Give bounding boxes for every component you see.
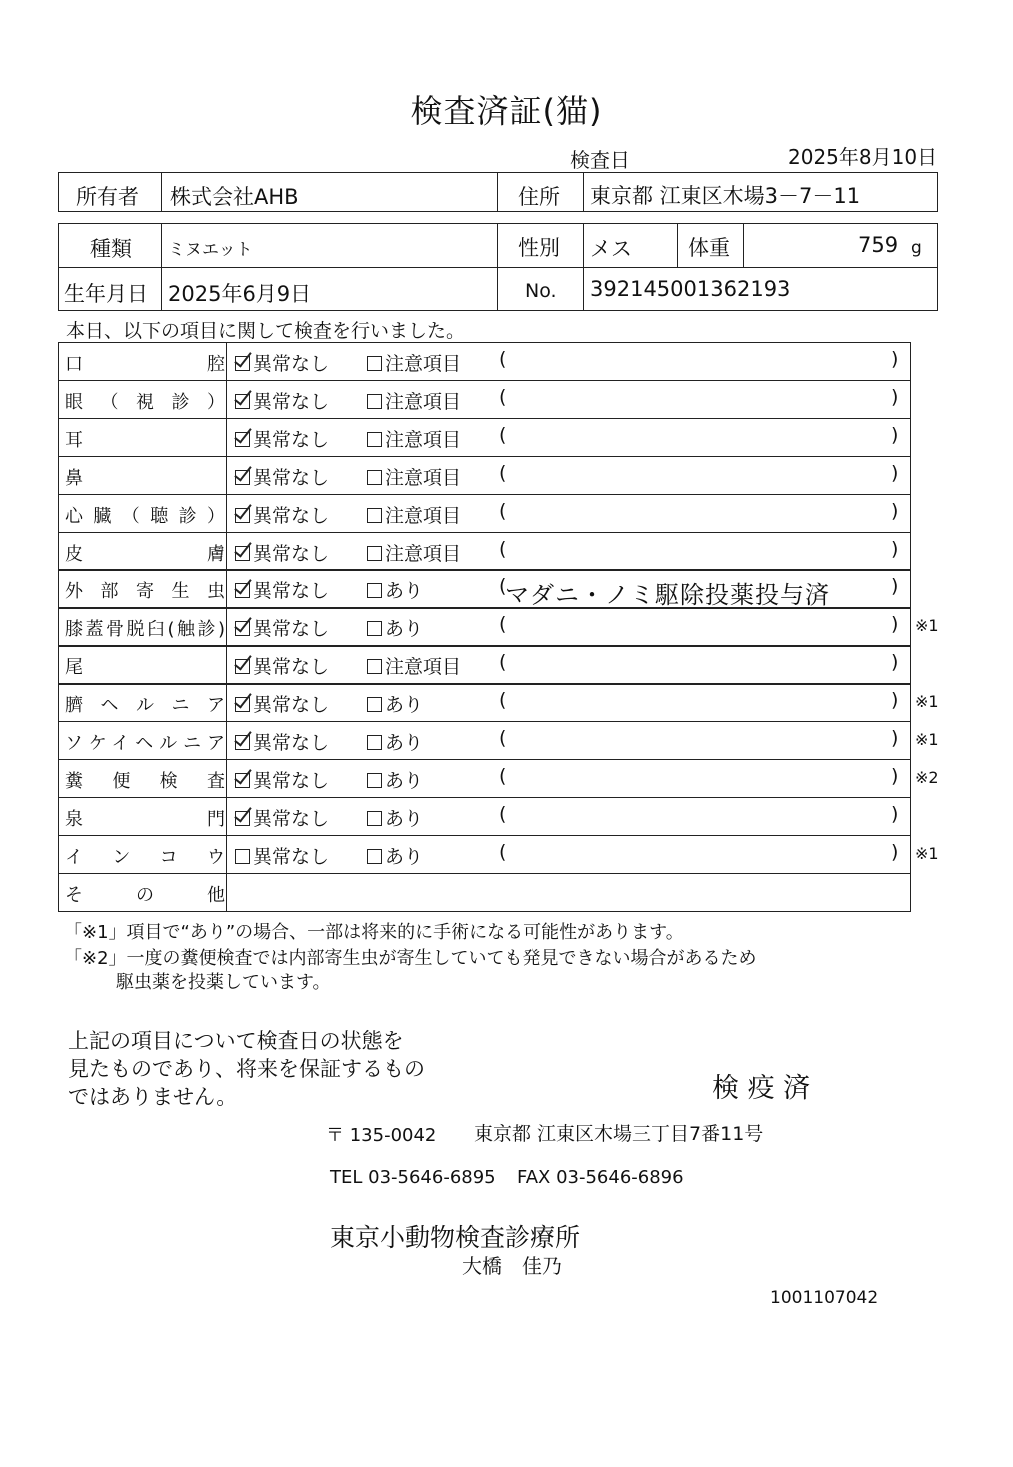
attention-option	[367, 349, 461, 376]
normal-option-label: 異常なし	[253, 466, 330, 489]
checkbox-icon[interactable]	[367, 659, 382, 674]
checkbox-icon[interactable]	[367, 546, 382, 561]
normal-option-label: 異常なし	[253, 428, 330, 451]
attention-option	[367, 576, 423, 603]
open-paren: (	[499, 537, 507, 560]
checked-checkbox-icon[interactable]	[235, 394, 250, 409]
normal-option	[235, 501, 329, 528]
owner-value: 株式会社AHB	[170, 185, 299, 209]
close-paren: )	[891, 499, 899, 522]
open-paren: (	[499, 385, 507, 408]
sex-label: 性別	[518, 236, 560, 260]
close-paren: )	[891, 764, 899, 787]
normal-option-label: 異常なし	[253, 353, 330, 375]
row-note: マダニ・ノミ駆除投薬投与済	[505, 581, 830, 610]
open-paren: (	[499, 689, 507, 712]
table-row	[58, 418, 911, 457]
checked-checkbox-icon[interactable]	[235, 735, 250, 750]
normal-option	[235, 387, 329, 414]
birth-value: 2025年6月9日	[168, 282, 312, 306]
attention-option-label: 注意項目	[385, 390, 462, 413]
attention-option-label: あり	[385, 769, 424, 792]
row-label: 糞便検査	[65, 770, 225, 792]
close-paren: )	[891, 802, 899, 825]
checkbox-icon[interactable]	[367, 508, 382, 523]
row-label: 鼻	[65, 467, 83, 489]
open-paren: (	[499, 348, 507, 370]
checked-checkbox-icon[interactable]	[235, 659, 250, 674]
species-value: ミヌエット	[168, 240, 253, 260]
close-paren: )	[891, 613, 899, 636]
close-paren: )	[891, 840, 899, 863]
disclaimer-line3: ではありません。	[68, 1085, 238, 1109]
row-label: 心臓（聴診）	[65, 505, 225, 527]
open-paren: (	[499, 727, 507, 749]
row-footnote-mark: ※1	[915, 692, 939, 712]
clinic-tel: TEL 03-5646-6895	[330, 1167, 496, 1188]
row-label: 膝蓋骨脱臼(触診)	[65, 619, 225, 641]
checked-checkbox-icon[interactable]	[235, 356, 250, 371]
checkbox-icon[interactable]	[367, 621, 382, 636]
close-paren: )	[891, 423, 899, 446]
checkbox-icon[interactable]	[367, 432, 382, 447]
open-paren: (	[499, 575, 507, 598]
normal-option	[235, 766, 329, 793]
other-row	[58, 873, 911, 912]
normal-option-label: 異常なし	[253, 618, 330, 641]
normal-option	[235, 804, 329, 831]
attention-option-label: 注意項目	[385, 656, 462, 679]
row-label: 臍ヘルニア	[65, 695, 225, 717]
normal-option	[235, 576, 329, 603]
clinic-name: 東京小動物検査診療所	[330, 1223, 581, 1252]
close-paren: )	[891, 537, 899, 560]
normal-option-label: 異常なし	[253, 656, 330, 679]
close-paren: )	[891, 727, 899, 749]
row-label: その他	[65, 884, 225, 906]
close-paren: )	[891, 689, 899, 712]
clinic-fax: FAX 03-5646-6896	[517, 1167, 684, 1188]
attention-option	[367, 539, 461, 566]
checkbox-icon[interactable]	[367, 394, 382, 409]
checkbox-icon[interactable]	[367, 356, 382, 371]
row-label: 尾	[65, 657, 83, 679]
open-paren: (	[499, 651, 507, 674]
attention-option-label: 注意項目	[385, 466, 462, 489]
close-paren: )	[891, 575, 899, 598]
attention-option-label: 注意項目	[385, 353, 462, 375]
table-row	[58, 380, 911, 419]
attention-option-label: あり	[385, 618, 424, 641]
table-row	[58, 759, 939, 798]
normal-option-label: 異常なし	[253, 807, 330, 830]
normal-option	[235, 463, 329, 490]
normal-option	[235, 652, 329, 679]
open-paren: (	[499, 840, 507, 863]
weight-value: 759	[858, 233, 899, 257]
close-paren: )	[891, 461, 899, 484]
checked-checkbox-icon[interactable]	[235, 432, 250, 447]
row-footnote-mark: ※1	[915, 730, 939, 749]
normal-option-label: 異常なし	[253, 769, 330, 792]
attention-option	[367, 804, 423, 831]
owner-label: 所有者	[76, 185, 139, 209]
table-row	[58, 835, 939, 874]
normal-option-label: 異常なし	[253, 845, 330, 868]
checkbox-icon[interactable]	[367, 849, 382, 864]
serial-number: 1001107042	[770, 1288, 879, 1308]
attention-option	[367, 425, 461, 452]
attention-option	[367, 690, 423, 717]
checked-checkbox-icon[interactable]	[235, 697, 250, 712]
row-label: 外部寄生虫	[65, 581, 225, 603]
attention-option-label: あり	[385, 580, 424, 603]
weight-label: 体重	[688, 236, 730, 260]
footnote-1: 「※1」項目で“あり”の場合、一部は将来的に手術になる可能性があります。	[64, 922, 684, 943]
row-label: 泉門	[65, 808, 225, 830]
normal-option	[235, 728, 329, 755]
number-value: 392145001362193	[590, 277, 791, 301]
checkbox-icon[interactable]	[367, 735, 382, 750]
row-label: 眼（視診）	[65, 391, 225, 413]
row-footnote-mark: ※2	[915, 767, 939, 787]
attention-option	[367, 728, 423, 755]
checked-checkbox-icon[interactable]	[235, 508, 250, 523]
open-paren: (	[499, 423, 507, 446]
row-footnote-mark: ※1	[915, 843, 939, 863]
species-label: 種類	[90, 237, 132, 261]
postal-code: 〒 135-0042	[326, 1125, 437, 1146]
attention-option	[367, 387, 461, 414]
page-title: 検査済証(猫)	[410, 92, 603, 130]
checked-checkbox-icon[interactable]	[235, 546, 250, 561]
weight-unit: g	[911, 238, 922, 258]
attention-option-label: あり	[385, 694, 424, 717]
clinic-address: 東京都 江東区木場三丁目7番11号	[474, 1123, 764, 1145]
table-row	[58, 569, 911, 608]
normal-option	[235, 614, 329, 641]
disclaimer-line1: 上記の項目について検査日の状態を	[68, 1029, 404, 1053]
close-paren: )	[891, 348, 899, 370]
table-row	[58, 342, 911, 381]
normal-option-label: 異常なし	[253, 504, 330, 527]
table-row	[58, 607, 939, 646]
normal-option-label: 異常なし	[253, 732, 330, 754]
normal-option-label: 異常なし	[253, 542, 330, 565]
row-label: インコウ	[65, 846, 225, 868]
attention-option	[367, 652, 461, 679]
close-paren: )	[891, 385, 899, 408]
normal-option	[235, 539, 329, 566]
attention-option	[367, 842, 423, 869]
attention-option-label: あり	[385, 732, 424, 754]
attention-option-label: 注意項目	[385, 542, 462, 565]
checked-checkbox-icon[interactable]	[235, 470, 250, 485]
normal-option	[235, 842, 329, 869]
attention-option	[367, 766, 423, 793]
normal-option	[235, 690, 329, 717]
attention-option	[367, 501, 461, 528]
exam-date-label: 検査日	[570, 148, 630, 172]
row-label: 耳	[65, 429, 83, 451]
address-label: 住所	[518, 185, 560, 209]
intro-text: 本日、以下の項目に関して検査を行いました。	[66, 320, 466, 342]
table-row	[58, 721, 939, 760]
table-row	[58, 494, 911, 533]
attention-option-label: あり	[385, 845, 424, 868]
doctor-name: 大橋 佳乃	[462, 1254, 562, 1278]
disclaimer-line2: 見たものであり、将来を保証するもの	[68, 1057, 425, 1081]
table-row	[58, 645, 911, 684]
attention-option-label: あり	[385, 807, 424, 830]
row-label: 皮膚	[65, 543, 225, 565]
footnote-2-line1: 「※2」一度の糞便検査では内部寄生虫が寄生していても発見できない場合があるため	[64, 948, 757, 969]
checked-checkbox-icon[interactable]	[235, 621, 250, 636]
normal-option-label: 異常なし	[253, 694, 330, 717]
normal-option	[235, 425, 329, 452]
table-row	[58, 532, 911, 571]
footnote-2-line2: 駆虫薬を投薬しています。	[116, 972, 331, 993]
attention-option	[367, 614, 423, 641]
checkbox-icon[interactable]	[367, 470, 382, 485]
quarantine-stamp: 検 疫 済	[712, 1073, 811, 1104]
open-paren: (	[499, 613, 507, 636]
sex-value: メス	[590, 237, 632, 261]
birth-label: 生年月日	[64, 282, 148, 306]
checkbox-icon[interactable]	[367, 811, 382, 826]
open-paren: (	[499, 764, 507, 787]
normal-option-label: 異常なし	[253, 390, 330, 413]
normal-option-label: 異常なし	[253, 580, 330, 603]
checkbox-icon[interactable]	[367, 773, 382, 788]
row-label: ソケイヘルニア	[65, 733, 225, 754]
checkbox-icon[interactable]	[367, 583, 382, 598]
row-label: 口腔	[65, 354, 225, 375]
attention-option	[367, 463, 461, 490]
attention-option-label: 注意項目	[385, 428, 462, 451]
open-paren: (	[499, 499, 507, 522]
row-footnote-mark: ※1	[915, 616, 939, 636]
normal-option	[235, 349, 329, 376]
table-row	[58, 797, 911, 836]
checkbox-icon[interactable]	[235, 849, 250, 864]
checked-checkbox-icon[interactable]	[235, 583, 250, 598]
table-row	[58, 683, 939, 722]
address-value: 東京都 江東区木場3－7－11	[590, 184, 861, 208]
checked-checkbox-icon[interactable]	[235, 773, 250, 788]
number-label: No.	[525, 280, 557, 302]
checked-checkbox-icon[interactable]	[235, 811, 250, 826]
open-paren: (	[499, 461, 507, 484]
close-paren: )	[891, 651, 899, 674]
exam-date: 2025年8月10日	[788, 145, 938, 169]
checkbox-icon[interactable]	[367, 697, 382, 712]
open-paren: (	[499, 802, 507, 825]
attention-option-label: 注意項目	[385, 504, 462, 527]
table-row	[58, 456, 911, 495]
